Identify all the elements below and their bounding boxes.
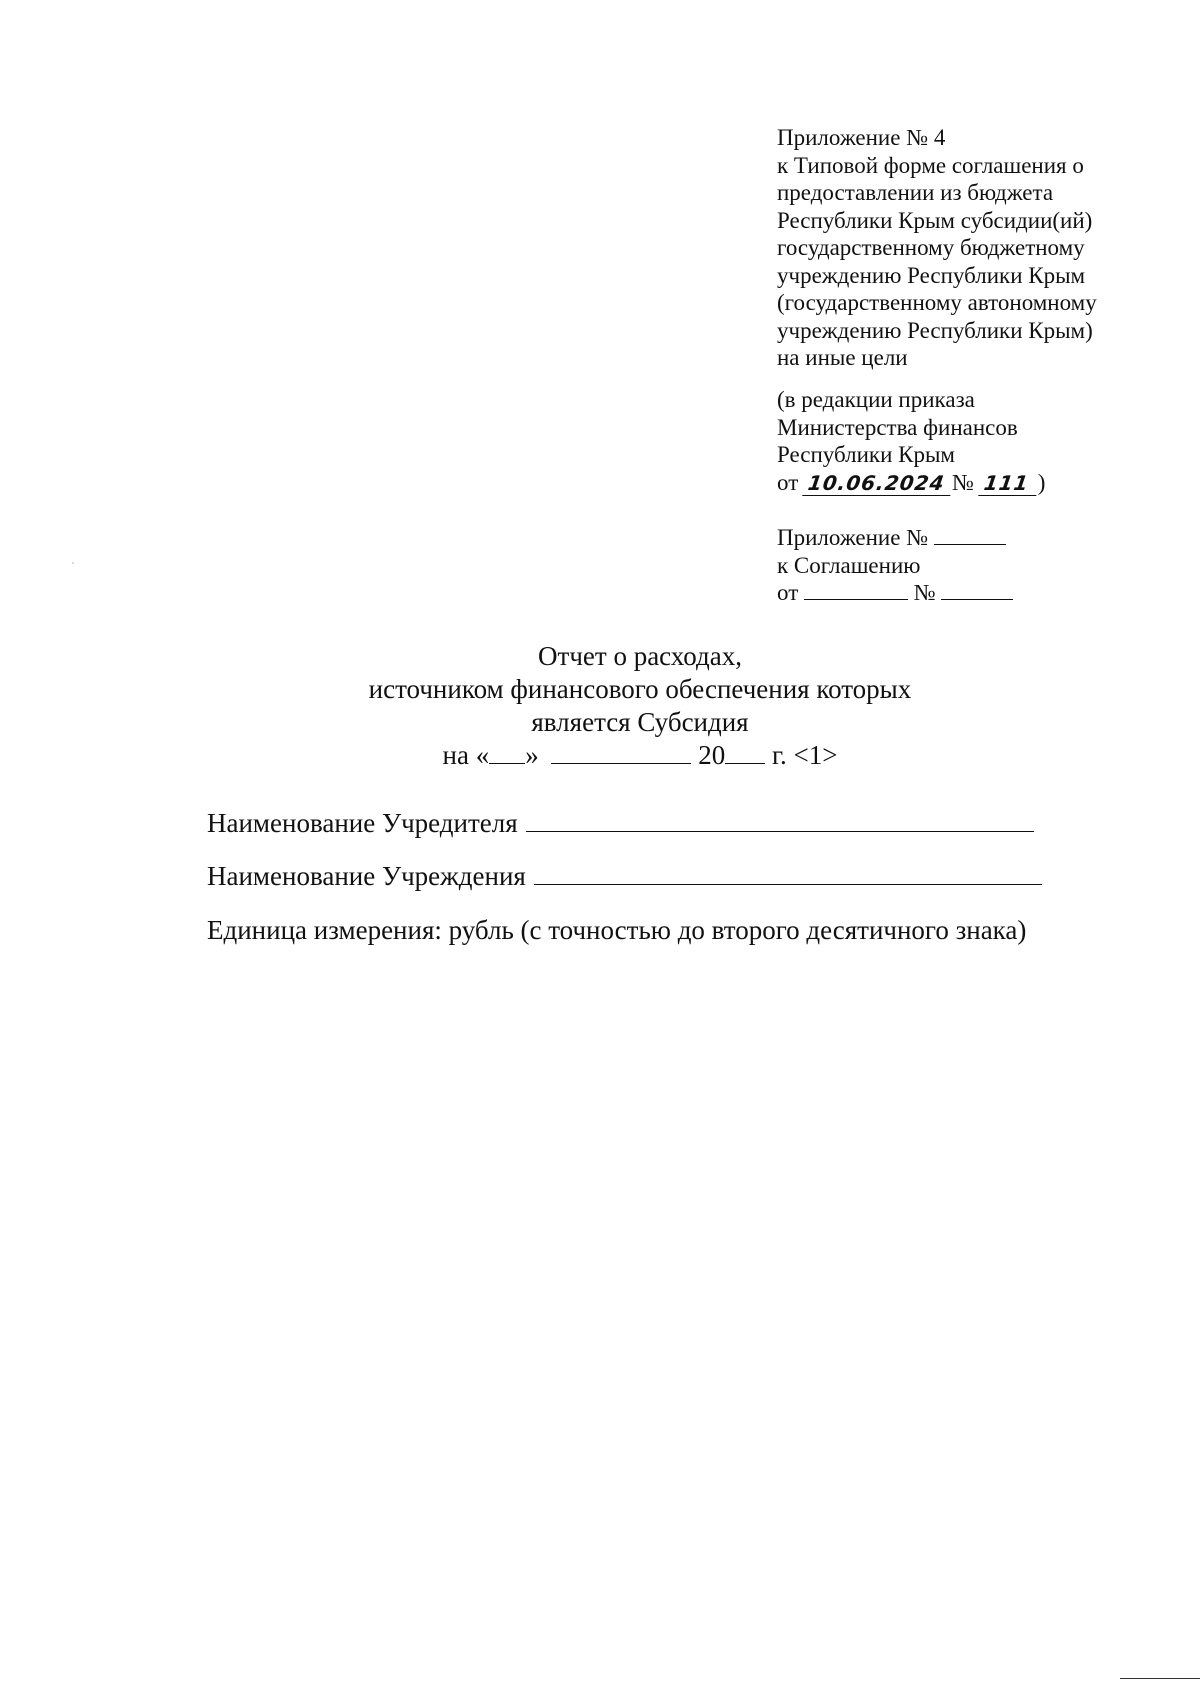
month-blank[interactable]: [551, 739, 691, 764]
agreement-date-blank[interactable]: [804, 579, 908, 600]
year-blank[interactable]: [725, 739, 765, 764]
appendix-line: учреждению Республики Крым: [777, 262, 1086, 288]
appendix-line: (государственному автономному: [777, 290, 1097, 315]
agreement-appendix-number-blank[interactable]: [934, 524, 1006, 545]
agreement-block: [777, 524, 1013, 607]
agreement-from-label: от: [777, 580, 799, 605]
appendix-line: на иные цели: [777, 345, 908, 370]
order-number-handwritten: 111: [978, 471, 1040, 496]
appendix-line: к Типовой форме соглашения о: [777, 152, 1084, 178]
agreement-appendix-line: [777, 524, 1013, 552]
agreement-number-label: №: [913, 580, 936, 605]
edition-block: [777, 386, 1045, 496]
appendix-line: Приложение № 4: [777, 125, 946, 150]
appendix-line: государственному бюджетному: [777, 235, 1085, 260]
founder-input-line[interactable]: [526, 807, 1034, 832]
order-number-label: №: [952, 469, 974, 495]
appendix-line: учреждению Республики Крым): [777, 317, 1093, 343]
order-line: [777, 469, 1045, 497]
scan-speck: [72, 562, 74, 564]
founder-label: Наименование Учредителя: [207, 808, 518, 838]
appendix-line: предоставлении из бюджета: [777, 180, 1054, 205]
founder-field: [207, 807, 1034, 839]
institution-label: Наименование Учреждения: [207, 861, 526, 891]
appendix-block: [777, 124, 1097, 372]
title-line: является Субсидия: [531, 707, 749, 737]
edition-line: (в редакции приказа: [777, 387, 975, 412]
order-date-handwritten: 10.06.2024: [802, 471, 954, 496]
order-prefix: от: [777, 469, 799, 495]
agreement-number-blank[interactable]: [941, 579, 1013, 600]
report-title: [300, 640, 980, 772]
order-close: ): [1037, 469, 1046, 495]
agreement-line: к Соглашению: [777, 552, 921, 578]
date-quote-close: »: [525, 740, 539, 770]
unit-of-measure: Единица измерения: рубль (с точностью до второго десятичного знака): [207, 915, 1027, 945]
report-date-line: [300, 739, 980, 772]
agreement-date-line: [777, 579, 1013, 607]
footnote-divider: [1120, 1678, 1200, 1679]
agreement-appendix-label: Приложение №: [777, 525, 929, 550]
edition-line: Республики Крым: [777, 442, 955, 467]
title-line: Отчет о расходах,: [538, 641, 742, 671]
title-line: источником финансового обеспечения которых: [368, 674, 912, 704]
institution-field: [207, 860, 1042, 892]
year-suffix: г. <1>: [771, 740, 838, 770]
year-prefix: 20: [698, 740, 726, 770]
appendix-line: Республики Крым субсидии(ий): [777, 207, 1093, 233]
institution-input-line[interactable]: [534, 860, 1042, 885]
edition-line: Министерства финансов: [777, 414, 1018, 440]
date-prefix: на «: [442, 740, 490, 770]
day-blank[interactable]: [489, 739, 525, 764]
